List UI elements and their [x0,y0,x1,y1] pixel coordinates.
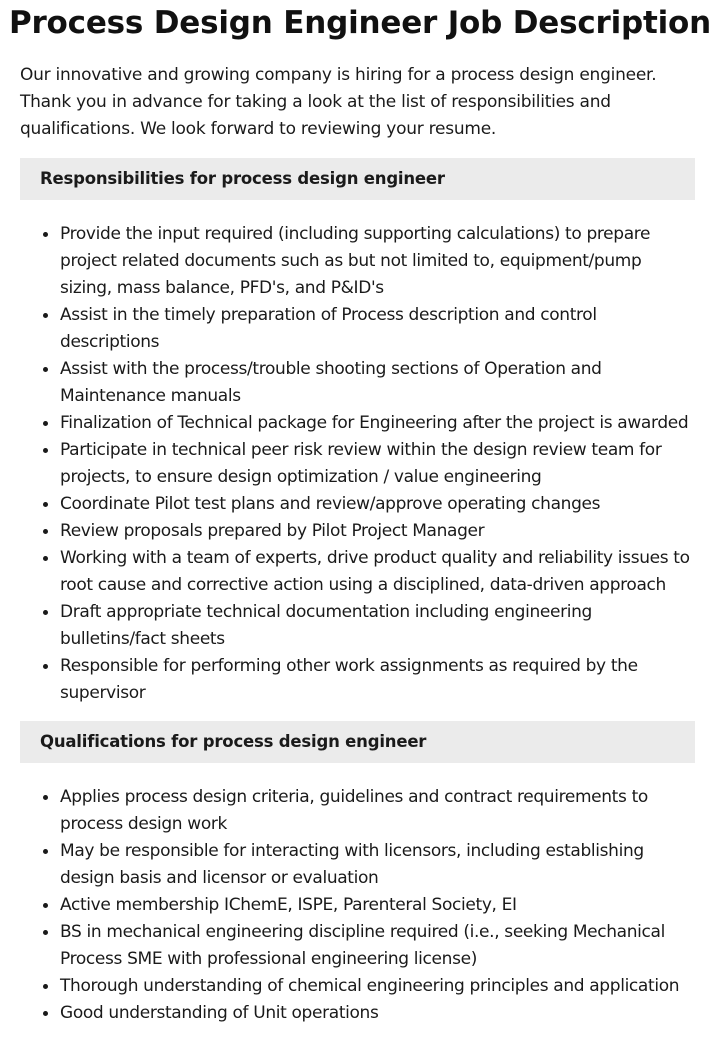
responsibility-text: Responsible for performing other work assignments as required by the supervisor [60,656,638,703]
responsibility-text: Draft appropriate technical documentation including engineering bulletins/fact sheets [60,602,593,649]
responsibility-text: Participate in technical peer risk review within the design review team for projects, to ensure design optimization / value engineering [60,440,662,487]
responsibilities-list [0,221,720,707]
responsibility-item [60,599,698,653]
responsibility-text: Assist in the timely preparation of Process description and control descriptions [60,305,597,352]
qualifications-list [0,784,720,1027]
responsibility-item [60,491,698,518]
intro-paragraph: Our innovative and growing company is hiring for a process design engineer. Thank you in advance for taking a look at the list of responsibilities and qualifications. We look forward to reviewing your resume. [20,65,657,139]
responsibility-text: Working with a team of experts, drive product quality and reliability issues to root cause and corrective action using a disciplined, data-driven approach [60,548,690,595]
bullet-icon [43,313,48,318]
responsibility-item [60,653,698,707]
bullet-icon [43,984,48,989]
bullet-icon [43,664,48,669]
responsibilities-heading: Responsibilities for process design engineer [20,158,695,200]
bullet-icon [43,421,48,426]
bullet-icon [43,448,48,453]
qualification-text: Active membership IChemE, ISPE, Parenteral Society, EI [60,895,517,915]
responsibility-text: Review proposals prepared by Pilot Project Manager [60,521,485,541]
responsibility-text: Coordinate Pilot test plans and review/approve operating changes [60,494,601,514]
bullet-icon [43,849,48,854]
bullet-icon [43,502,48,507]
bullet-icon [43,1011,48,1016]
bullet-icon [43,556,48,561]
responsibility-item [60,302,698,356]
qualification-item [60,973,698,1000]
responsibility-item [60,437,698,491]
qualification-item [60,784,698,838]
responsibility-item [60,518,698,545]
qualification-text: Good understanding of Unit operations [60,1003,379,1023]
qualification-text: May be responsible for interacting with licensors, including establishing design basis and licensor or evaluation [60,841,644,888]
responsibility-text: Finalization of Technical package for Engineering after the project is awarded [60,413,689,433]
qualification-text: BS in mechanical engineering discipline required (i.e., seeking Mechanical Process SME with professional engineering license) [60,922,665,969]
bullet-icon [43,367,48,372]
page-title: Process Design Engineer Job Description [8,5,712,41]
responsibility-item [60,221,698,302]
qualifications-heading: Qualifications for process design engineer [20,721,695,763]
responsibility-item [60,356,698,410]
responsibility-text: Assist with the process/trouble shooting sections of Operation and Maintenance manuals [60,359,602,406]
qualification-text: Applies process design criteria, guidelines and contract requirements to process design work [60,787,648,834]
qualification-item [60,919,698,973]
bullet-icon [43,903,48,908]
responsibility-item [60,410,698,437]
qualification-item [60,1000,698,1027]
responsibility-item [60,545,698,599]
qualification-item [60,838,698,892]
responsibility-text: Provide the input required (including supporting calculations) to prepare project related documents such as but not limited to, equipment/pump sizing, mass balance, PFD's, and P&ID's [60,224,651,298]
qualification-text: Thorough understanding of chemical engineering principles and application [60,976,680,996]
qualification-item [60,892,698,919]
bullet-icon [43,529,48,534]
bullet-icon [43,795,48,800]
bullet-icon [43,232,48,237]
bullet-icon [43,610,48,615]
bullet-icon [43,930,48,935]
